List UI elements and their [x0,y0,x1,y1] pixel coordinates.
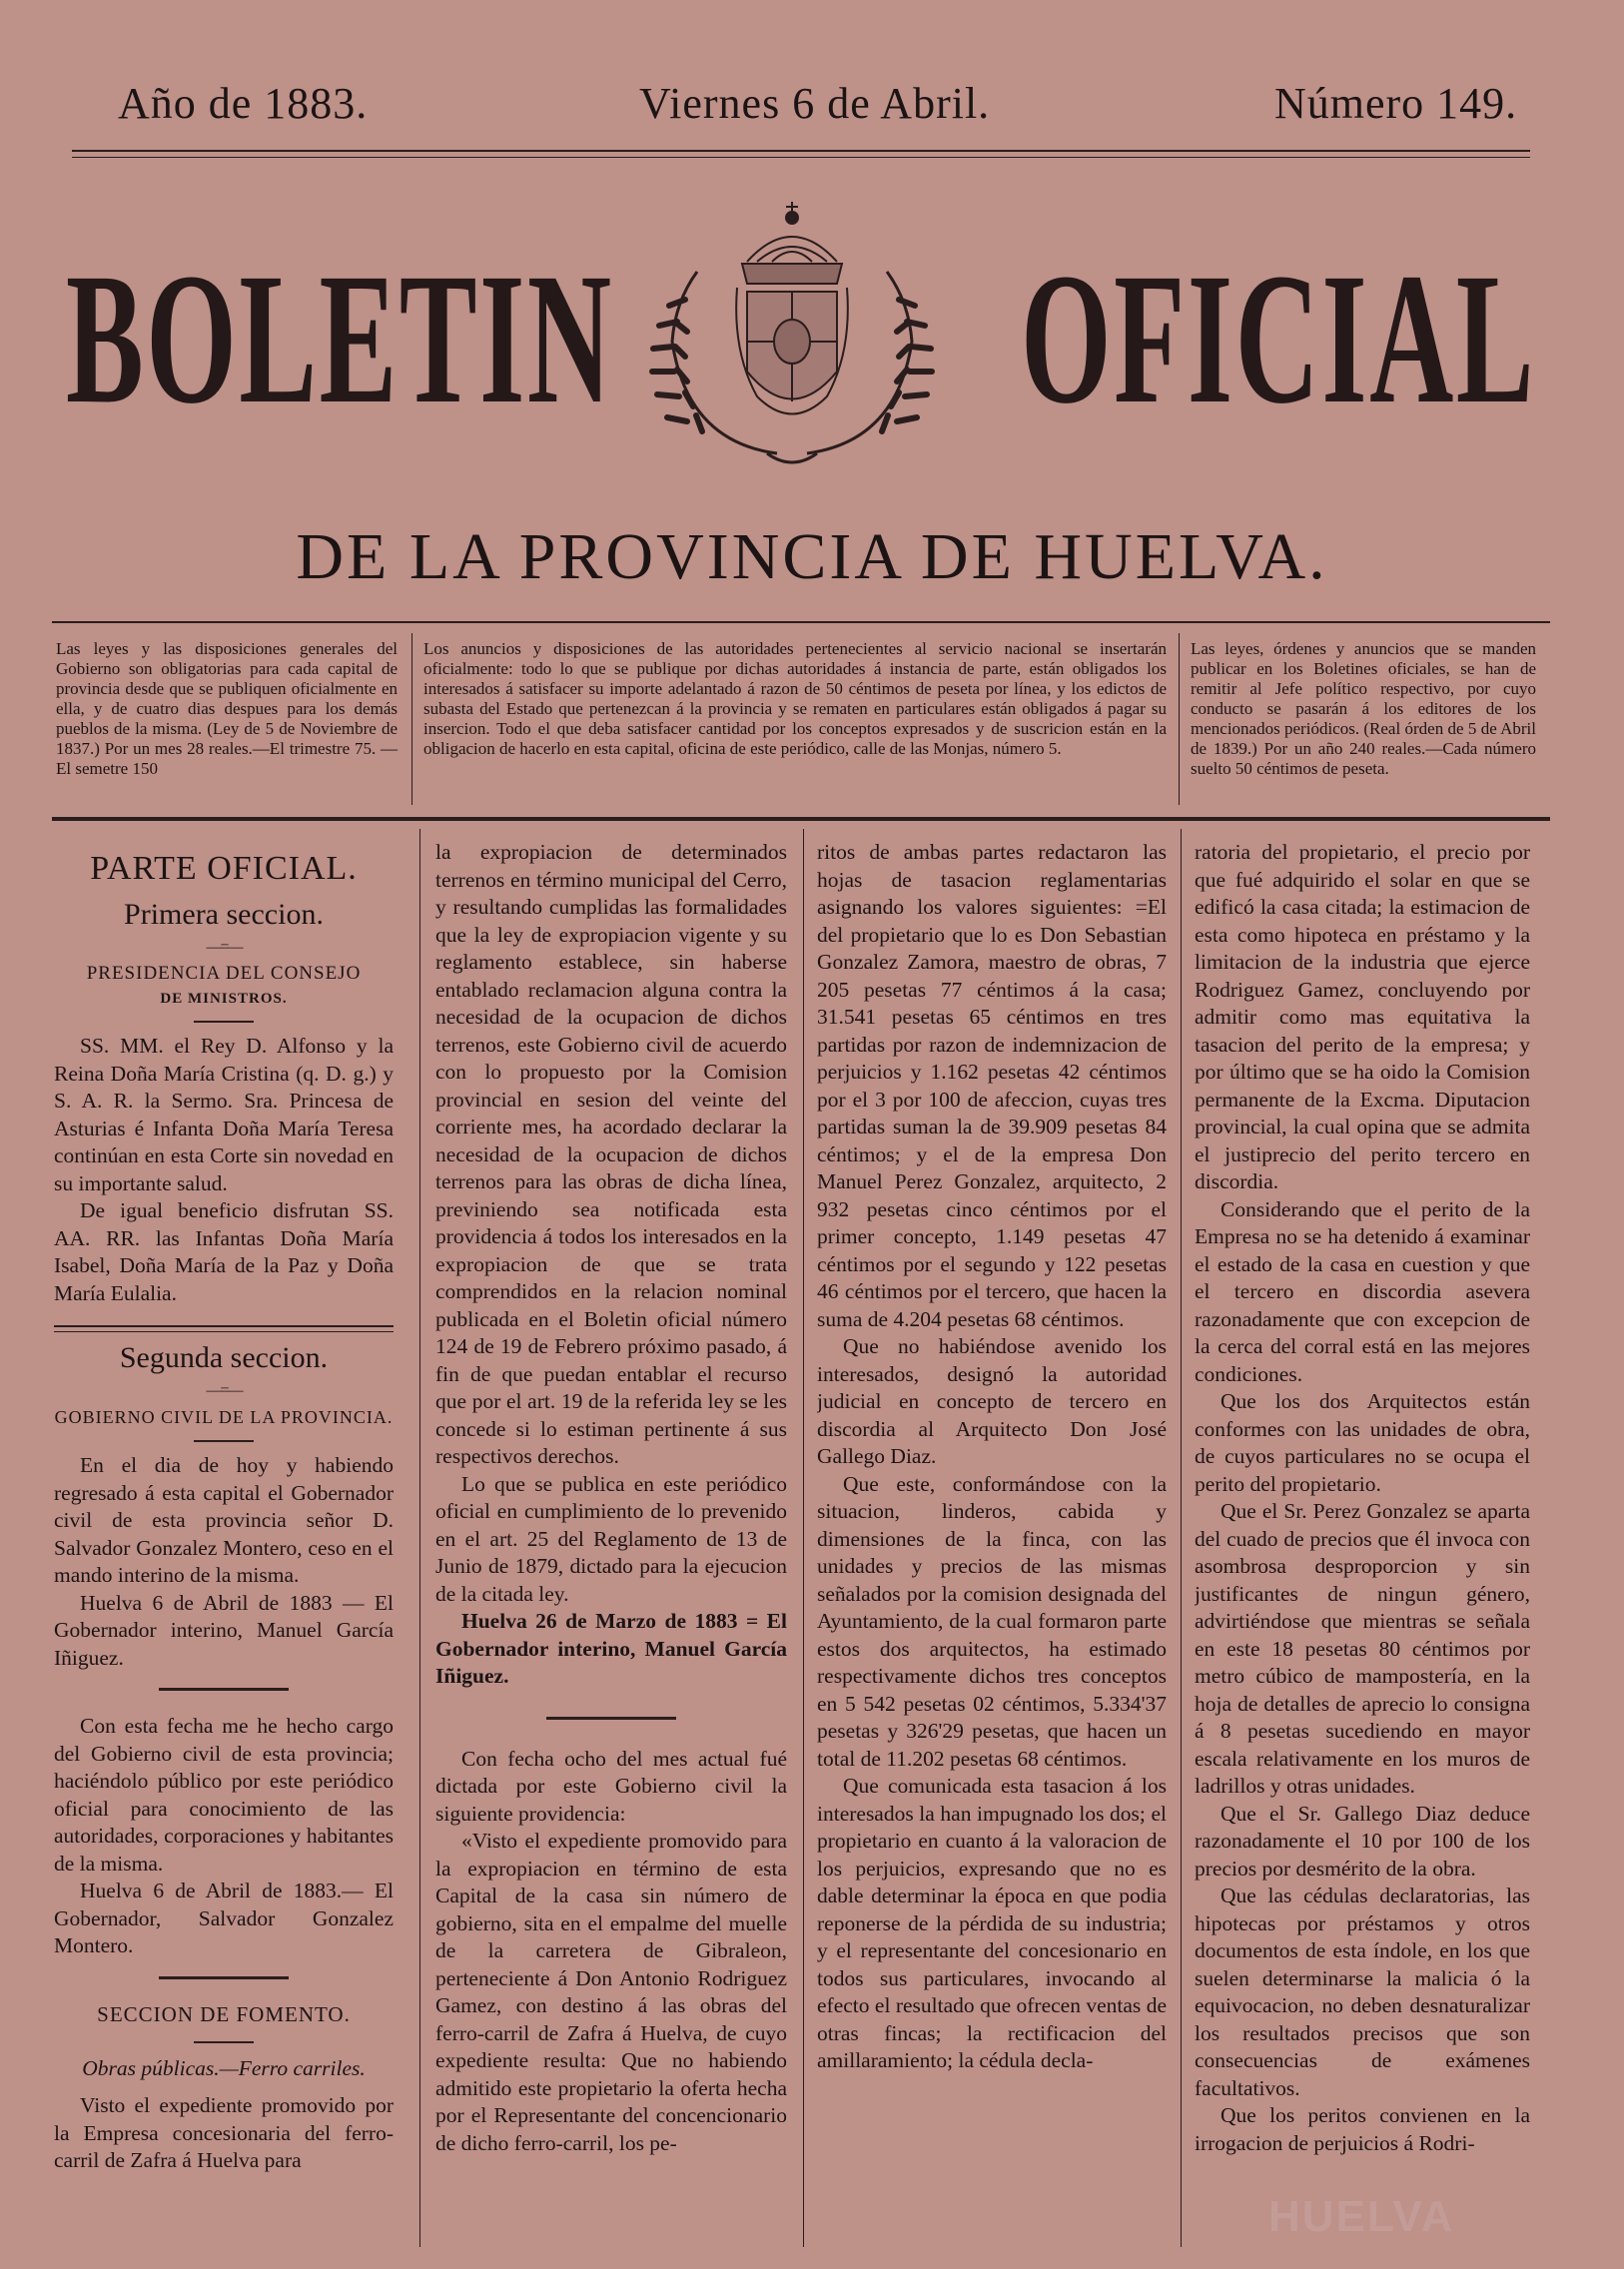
issue-number: Número 149. [1274,79,1518,128]
ornament-rule [159,1976,289,1979]
considerando-paragraph: Considerando que el perito de la Empresa no se ha detenido á examinar el estado de la casa en cuestion y que el tercero en discordia asevera razonadamente que con excepcion de la cerca del corral está en las mejores condiciones. [1195,1196,1530,1386]
declaratoria-paragraph: ratoria del propietario, el precio por que fué adquirido el solar en que se edificó la casa citada; la estimacion de esta como hipoteca en préstamo y la limitacion de la industria que ejerce Rodriguez Gamez, concluyendo por admitir como mas equitativa la tasacion del perito de la empresa; y por último que se ha oido la Comision permanente de la Excma. Diputacion provincial, la cual opina que se admita el justiprecio del perito tercero en discordia. [1195,840,1530,1193]
column-divider-3 [1181,829,1182,2247]
issue-year: Año de 1883. [118,79,369,128]
archive-watermark: HUELVA [1268,2192,1455,2241]
segunda-seccion-heading: Segunda seccion. [119,1341,329,1374]
parte-oficial-heading: PARTE OFICIAL. [90,850,358,887]
providencia-intro: Con fecha ocho del mes actual fué dictada por este Gobierno civil la siguiente providencia: [435,1746,787,1826]
publica-paragraph: Lo que se publica en este periódico oficial en cumplimiento de lo prevenido en el art. 25 del Reglamento de 13 de Junio de 1879, dictado para la ejecucion de la citada ley. [435,1471,787,1606]
ministros-heading: DE MINISTROS. [160,991,288,1007]
notices-bottom-rule [52,817,1550,821]
masthead-subtitle: DE LA PROVINCIA DE HUELVA. [296,520,1328,593]
infantas-paragraph: De igual beneficio disfrutan SS. AA. RR. las Infantas Doña María Isabel, Doña María de la Paz y Doña María Eulalia. [54,1198,394,1305]
short-rule [194,1440,254,1442]
short-rule [194,1021,254,1023]
coat-of-arms-icon [627,192,957,481]
ornament-divider: —=— [206,1382,242,1399]
notice-divider-1 [411,633,412,805]
column-2 [435,839,787,2257]
section-rule [54,1325,394,1327]
signature-marzo: Huelva 26 de Marzo de 1883 = El Gobernador interino, Manuel García Iñiguez. [435,1609,787,1688]
notice-left: Las leyes y las disposiciones generales del Gobierno son obligatorias para cada capital de provincia desde que se publiquen oficialmente en ella, y de cuatro dias despues para los demás pueblos de la misma. (Ley de 5 de Noviembre de 1837.) Por un mes 28 reales.—El trimestre 75. —El semetre 150 [56,639,398,778]
issue-date: Viernes 6 de Abril. [639,79,991,128]
masthead-left: BOLETIN [66,234,614,442]
column-1 [54,839,394,2257]
signature-interino: Huelva 6 de Abril de 1883 — El Gobernador interino, Manuel García Iñiguez. [54,1590,394,1670]
ornament-divider: —=— [206,939,242,956]
expediente-paragraph: Visto el expediente promovido por la Empresa concesionaria del ferro-carril de Zafra á Huelva para [54,2093,394,2172]
presidencia-heading: PRESIDENCIA DEL CONSEJO [86,963,362,984]
section-rule-secondary [54,1331,394,1332]
signature-gobernador: Huelva 6 de Abril de 1883.— El Gobernador, Salvador Gonzalez Montero. [54,1879,394,1957]
tercero-paragraph: Que no habiéndose avenido los interesados, designó la autoridad judicial en concepto de tercero en discordia al Arquitecto Don José Gallego Diaz. [817,1334,1167,1468]
column-4 [1195,839,1530,2257]
primera-seccion-heading: Primera seccion. [124,898,324,931]
short-rule [194,2041,254,2043]
fomento-heading: SECCION DE FOMENTO. [97,2001,351,2026]
tasacion-paragraph: Que comunicada esta tasacion á los interesados la han impugnado los dos; el propietario en cuanto á la valoracion de los perjuicios, expresando que no es dable determinar la época en que podia reponerse de la pérdida de su industria; y el representante del concesionario en todos sus particulares, invocando al efecto el resultado que ofrecen ventas de otras fincas; la rectificacion del amillaramiento; la cédula decla- [817,1774,1167,2072]
ornament-rule [159,1688,289,1691]
header-rule [72,150,1530,152]
notice-center: Los anuncios y disposiciones de las autoridades pertenecientes al servicio nacional se insertarán oficialmente: todo lo que se publique por dichas autoridades á instancia de parte, están obligados los interesados á satisfacer su importe adelantado á razon de 50 céntimos de peseta por línea, y los edictos de subasta del Estado que pertenezcan á la provincia y se rematen en particulares están obligados á pagar su insercion. Todo el que deba satisfacer cantidad por los conceptos expresados y de suscricion están en la obligacion de hacerlo en esta capital, oficina de este periódico, calle de las Monjas, número 5. [423,639,1167,758]
royal-family-paragraph: SS. MM. el Rey D. Alfonso y la Reina Doña María Cristina (q. D. g.) y S. A. R. la Sermo. Sra. Princesa de Asturias é Infanta Doña María Teresa continúan en esta Corte sin novedad en su importante salud. [54,1034,394,1195]
conformandose-paragraph: Que este, conformándose con la situacion, linderos, cabida y dimensiones de la finca, con las unidades y precios de las mismas señalados por la comision designada del Ayuntamiento, de la cual formaron parte estos dos arquitectos, ha estimado respectivamente dichos tres conceptos en 5 542 pesetas 02 céntimos, 5.334'37 pesetas y 326'29 pesetas, que hacen un total de 11.202 pesetas 68 céntimos. [817,1471,1167,1771]
gobierno-civil-heading: GOBIERNO CIVIL DE LA PROVINCIA. [54,1407,394,1427]
gallego-diaz-paragraph: Que el Sr. Gallego Diaz deduce razonadamente el 10 por 100 de los precios por desmérito de la obra. [1195,1801,1530,1881]
column-divider-2 [803,829,804,2247]
header-rule-secondary [72,157,1530,158]
ornament-rule [546,1717,676,1720]
providencia-paragraph: «Visto el expediente promovido para la expropiacion en término de esta Capital de la casa sin número de gobierno, sita en el empalme del muelle de la carretera de Gibraleon, perteneciente á Don Antonio Rodriguez Gamez, con destino á las obras del ferro-carril de Zafra á Huelva, de cuyo expediente resulta: Que no habiendo admitido este propietario la oferta hecha por el Representante del concencionario de dicho ferro-carril, los pe- [435,1829,787,2155]
obras-publicas-heading: Obras públicas.—Ferro carriles. [82,2055,366,2080]
peritos-paragraph: ritos de ambas partes redactaron las hojas de tasacion reglamentarias asignando los valores siguientes: =El del propietario que lo es Don Sebastian Gonzalez Zamora, maestro de obras, 7 205 pesetas 77 céntimos á la casa; 31.541 pesetas 65 céntimos en tres partidas por razon de indemnizacion de perjuicios y 1.162 pesetas 42 céntimos por el 3 por 100 de afeccion, cuyas tres partidas suman la de 39.909 pesetas 84 céntimos; y el de la empresa Don Manuel Perez Gonzalez, arquitecto, 2 932 pesetas cinco céntimos por el primer concepto, 1.149 pesetas 47 céntimos por el segundo y 122 pesetas 46 céntimos por el tercero, que hacen la suma de 4.204 pesetas 68 céntimos. [817,840,1167,1331]
arquitectos-paragraph: Que los dos Arquitectos están conformes con las unidades de obra, de cuyos particulares no se ocupa el perito del propietario. [1195,1389,1530,1496]
notice-right: Las leyes, órdenes y anuncios que se manden publicar en los Boletines oficiales, se han de remitir al Jefe político respectivo, por cuyo conducto se pasarán á los editores de los mencionados periódicos. (Real órden de 5 de Abril de 1839.) Por un año 240 reales.—Cada número suelto 50 céntimos de peseta. [1191,639,1536,778]
gobernador-return-paragraph: En el dia de hoy y habiendo regresado á esta capital el Gobernador civil de esta provincia señor D. Salvador Gonzalez Montero, ceso en el mando interino de la misma. [54,1453,394,1587]
cedulas-paragraph: Que las cédulas declaratorias, las hipotecas por préstamos y otros documentos de esta índole, en los que suelen determinarse la malicia ó la equivocacion, no deben desnaturalizar los resultados precisos que son consecuencias de exámenes facultativos. [1195,1884,1530,2100]
column-3 [817,839,1167,2257]
notice-divider-2 [1179,633,1180,805]
perez-gonzalez-paragraph: Que el Sr. Perez Gonzalez se aparta del cuado de precios que él invoca con asombrosa desproporcion y sin justificantes de ningun género, advirtiéndose que mientras se señala en este 18 pesetas 80 céntimos por metro cúbico de mampostería, en la hoja de detalles de aprecio lo consigna á 8 pesetas sucediendo en mayor escala relativamente en los muros de ladrillos y otras unidades. [1195,1499,1530,1798]
masthead-bottom-rule [52,621,1550,623]
column-divider-1 [419,829,420,2247]
cargo-paragraph: Con esta fecha me he hecho cargo del Gobierno civil de esta provincia; haciéndolo público por este periódico oficial para conocimiento de las autoridades, corporaciones y habitantes de la misma. [54,1714,394,1876]
masthead-right: OFICIAL [1021,234,1537,442]
perjuicios-paragraph: Que los peritos convienen en la irrogacion de perjuicios á Rodri- [1195,2103,1530,2155]
expropiacion-paragraph: la expropiacion de determinados terrenos en término municipal del Cerro, y resultando cumplidas las formalidades que la ley de expropiacion vigente y su reglamento establece, sin haberse entablado reclamacion alguna contra la necesidad de la ocupacion de dichos terrenos, este Gobierno civil de acuerdo con lo propuesto por la Comision provincial en sesion del veinte del corriente mes, ha acordado declarar la necesidad de la ocupacion de dichos terrenos para las obras de dicha línea, previniendo sea notificada esta providencia á todos los interesados en la expropiacion de que se trata comprendidos en la relacion nominal publicada en el Boletin oficial número 124 de 19 de Febrero próximo pasado, á fin de que puedan entablar el recurso que por el art. 19 de la referida ley se les concede si lo estiman pertinente á sus respectivos derechos. [435,840,787,1468]
